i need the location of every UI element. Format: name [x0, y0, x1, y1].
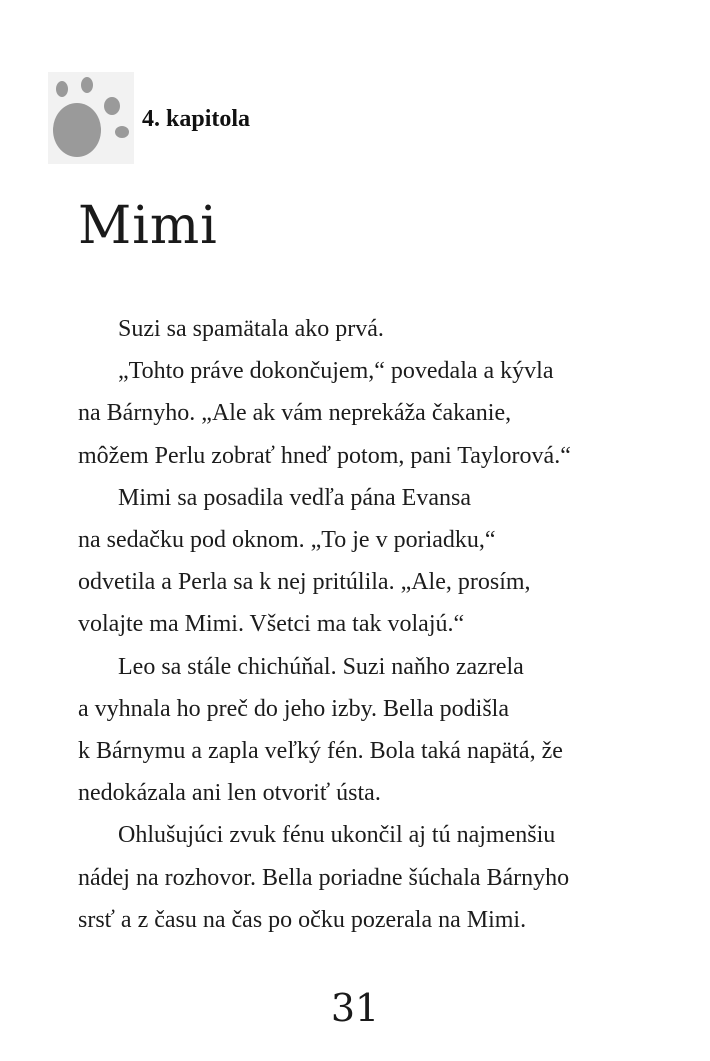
- text-line: na sedačku pod oknom. „To je v poriadku,“: [78, 527, 496, 554]
- text-line: nádej na rozhovor. Bella poriadne šúchala Bárnyho: [78, 864, 570, 891]
- text-line: srsť a z času na čas po očku pozerala na Mimi.: [78, 906, 527, 933]
- text-line: Ohlušujúci zvuk fénu ukončil aj tú najmenšiu: [118, 822, 556, 849]
- text-line: volajte ma Mimi. Všetci ma tak volajú.“: [78, 611, 465, 638]
- chapter-label: 4. kapitola: [142, 106, 251, 132]
- text-line: Mimi sa posadila vedľa pána Evansa: [118, 484, 471, 511]
- body-text: [78, 308, 658, 941]
- text-line: „Tohto práve dokončujem,“ povedala a kývla: [118, 358, 554, 385]
- chapter-title: Mimi: [78, 196, 218, 256]
- text-line: a vyhnala ho preč do jeho izby. Bella podišla: [78, 695, 509, 722]
- text-line: môžem Perlu zobrať hneď potom, pani Taylorová.“: [78, 442, 571, 469]
- text-line: Suzi sa spamätala ako prvá.: [118, 316, 384, 342]
- text-line: Leo sa stále chichúňal. Suzi naňho zazrela: [118, 653, 524, 680]
- paw-print-icon: [48, 72, 134, 164]
- text-line: na Bárnyho. „Ale ak vám neprekáža čakanie,: [78, 400, 512, 427]
- text-line: odvetila a Perla sa k nej pritúlila. „Ale, prosím,: [78, 569, 531, 596]
- text-line: k Bárnymu a zapla veľký fén. Bola taká napätá, že: [78, 738, 563, 765]
- page-number: 31: [330, 986, 380, 1030]
- text-line: nedokázala ani len otvoriť ústa.: [78, 780, 381, 807]
